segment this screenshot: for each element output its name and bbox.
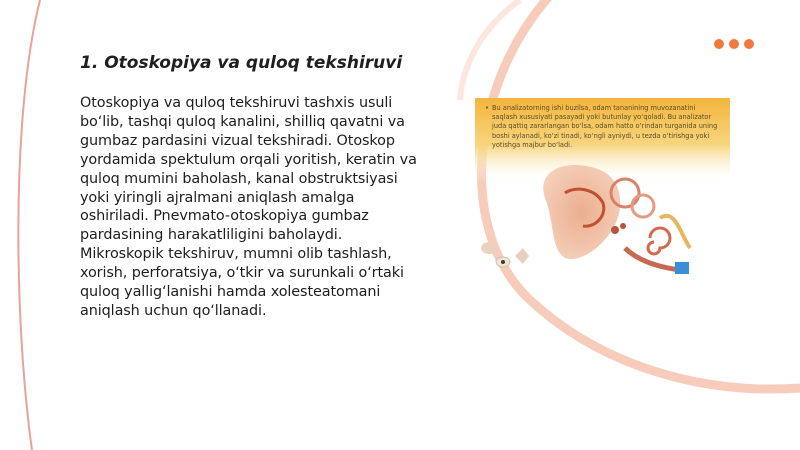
note-text: Bu analizatorning ishi buzilsa, odam tananining muvozanatini saqlash xususiyati pasayadi yoki butunlay yo‘qoladi. Bu analizator juda qattiq zararlangan bo‘lsa, odam hatto o‘rindan turganida uning boshi aylanadi, ko‘zi tinadi, ko‘ngli ayniydi, u tezda o‘tirishga yoki yotishga majbur bo‘ladi. bbox=[492, 104, 718, 149]
decorative-dots bbox=[714, 39, 754, 49]
ear-anatomy-figure bbox=[475, 98, 730, 280]
dot-icon bbox=[714, 39, 724, 49]
slide-title: 1. Otoskopiya va quloq tekshiruvi bbox=[80, 53, 403, 73]
slide-body-text: Otoskopiya va quloq tekshiruvi tashxis usuli bo‘lib, tashqi quloq kanalini, shilliq qavatni va gumbaz pardasini vizual tekshiradi. Otoskop yordamida spektulum orqali yoritish, keratin va quloq mumini baholash, kanal obstruktsiyasi yoki yiringli ajralmani aniqlash amalga oshiriladi. Pnevmato-otoskopiya gumbaz pardasining harakatliligini baholaydi. Mikroskopik tekshiruv, mumni olib tashlash, xorish, perforatsiya, o‘tkir va surunkali o‘rtaki quloq yallig‘lanishi hamda xolesteatomani aniqlash uchun qo‘llanadi. bbox=[80, 95, 417, 319]
figure-note bbox=[485, 104, 721, 150]
dot-icon bbox=[744, 39, 754, 49]
dot-icon bbox=[729, 39, 739, 49]
note-bullet: • bbox=[485, 104, 489, 112]
left-curve-line bbox=[18, 0, 40, 450]
